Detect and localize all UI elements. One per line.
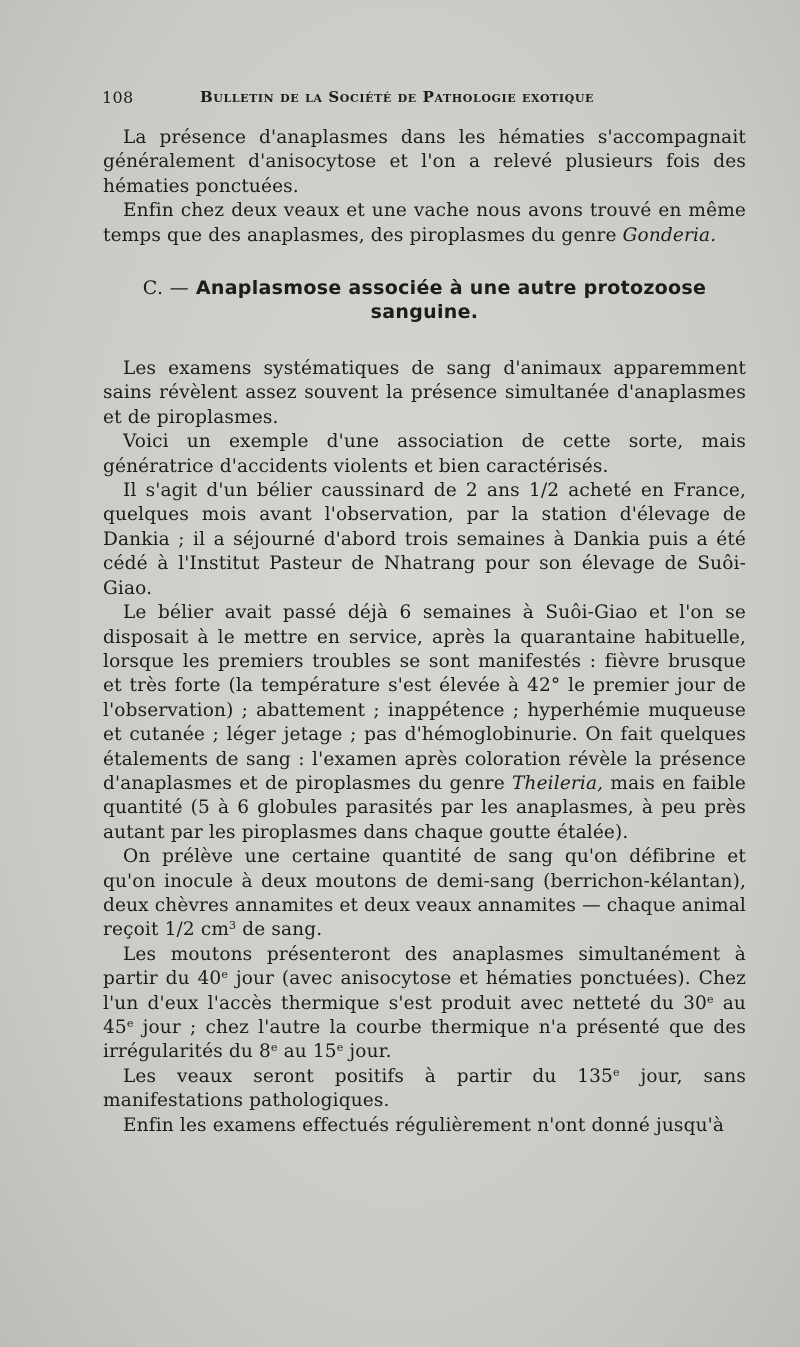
superscript: e <box>336 1041 344 1055</box>
paragraph-text: Les moutons présenteront des anaplasmes simultanément à partir du 40 <box>103 943 746 990</box>
paragraph <box>103 1065 746 1114</box>
superscript: e <box>270 1041 278 1055</box>
paragraph-text: jour ; chez l'autre la courbe thermique n'a présenté que des irrégularités du 8 <box>103 1017 746 1063</box>
paragraph <box>103 943 746 1065</box>
section-letter: C. — <box>142 277 189 300</box>
paragraph-text: au 45 <box>103 992 746 1038</box>
paragraph-text: de sang. <box>236 919 323 941</box>
section-heading <box>103 276 746 324</box>
paragraph-text: Les veaux seront positifs à partir du 135 <box>123 1065 613 1087</box>
superscript: 3 <box>229 919 237 933</box>
paragraph-text: On prélève une certaine quantité de sang qu'on défibrine et qu'on inocule à deux moutons de demi-sang (berrichon-kélantan), deux chèvres annamites et deux veaux annamites — chaque animal reçoit 1/2 cm <box>103 846 746 941</box>
superscript: e <box>612 1065 620 1079</box>
paragraph-text: Enfin chez deux veaux et une vache nous avons trouvé en même temps que des anaplasmes, des piroplasmes du genre <box>103 200 746 246</box>
paragraph-text: jour, sans manifestations pathologiques. <box>103 1065 746 1112</box>
superscript: e <box>221 968 229 982</box>
paragraph-text: au 15 <box>277 1041 337 1063</box>
paragraph: Il s'agit d'un bélier caussinard de 2 ans 1/2 acheté en France, quelques mois avant l'observation, par la station d'élevage de Dankia ; il a séjourné d'abord trois semaines à Dankia puis a été cédé à l'Institut Pasteur de Nhatrang pour son élevage de Suôi-Giao. <box>103 480 746 599</box>
running-title: Bulletin de la Société de Pathologie exotique <box>200 88 595 106</box>
page-header <box>102 88 742 112</box>
paragraph: La présence d'anaplasmes dans les hématies s'accompagnait généralement d'anisocytose et l'on a relevé plusieurs fois des hématies ponctuées. <box>103 127 746 197</box>
paragraph-text: Le bélier avait passé déjà 6 semaines à Suôi-Giao et l'on se disposait à le mettre en service, après la quarantaine habituelle, lorsque les premiers troubles se sont manifestés : fièvre brusque et très forte (la température s'est élevée à 42° le premier jour de l'observation) ; abattement ; inappétence ; hyperhémie muqueuse et cutanée ; léger jetage ; pas d'hémoglobinurie. On fait quelques étalements de sang : l'examen après coloration révèle la présence d'anaplasmes et de piroplasmes du genre <box>103 602 746 794</box>
paragraph-text: mais en faible quantité (5 à 6 globules parasités par les anaplasmes, à peu près autant par les piroplasmes dans chaque goutte étalée). <box>103 772 746 843</box>
paragraph-text: jour. <box>343 1041 392 1063</box>
genus-name: Gonderia. <box>622 224 717 246</box>
paragraph: Les examens systématiques de sang d'animaux apparemment sains révèlent assez souvent la présence simultanée d'anaplasmes et de piroplasmes. <box>103 358 746 428</box>
paragraph <box>103 601 746 845</box>
paragraph <box>103 845 746 943</box>
paragraph: Enfin les examens effectués régulièrement n'ont donné jusqu'à <box>123 1114 725 1136</box>
superscript: e <box>126 1017 134 1030</box>
page-number: 108 <box>102 88 134 107</box>
superscript: e <box>706 992 714 1006</box>
paragraph: Voici un exemple d'une association de cette sorte, mais génératrice d'accidents violents et bien caractérisés. <box>103 431 746 477</box>
body-text <box>103 126 746 1138</box>
paragraph <box>103 199 746 248</box>
paragraph-text: jour (avec anisocytose et hématies ponctuées). Chez l'un d'eux l'accès thermique s'est produit avec netteté du 30 <box>103 968 746 1014</box>
genus-name: Theileria, <box>512 772 604 794</box>
section-title: Anaplasmose associée à une autre protozoose sanguine. <box>195 277 707 324</box>
